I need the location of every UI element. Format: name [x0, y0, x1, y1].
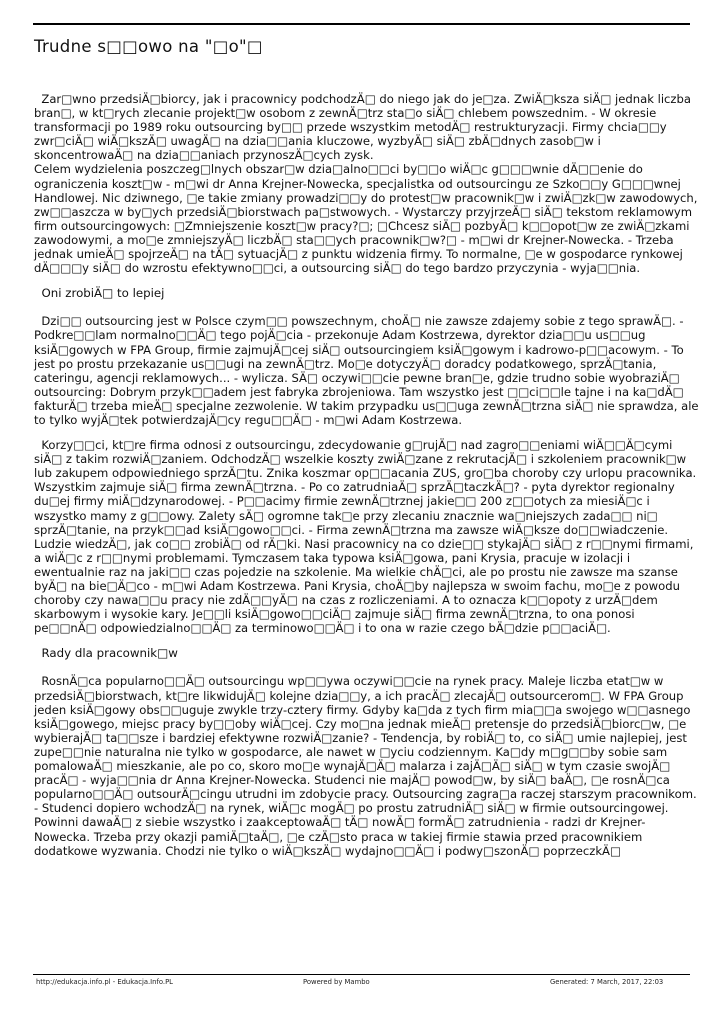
paragraph: Dzi□□ outsourcing jest w Polsce czym□□ powszechnym, choÄ□ nie zawsze zdajemy sobie z tego sprawÄ□. - Podkre□□lam normalno□□Ä□ tego pojÄ□cia - przekonuje Adam Kostrzewa, dyrektor dzia□□u us□□ug ksiÄ□gowych w FPA Group, firmie zajmujÄ□cej siÄ□ outsourcingiem ksiÄ□gowym i kadrowo-p□□acowym. - To jest po prostu przekazanie us□□ugi na zewnÄ□trz. Mo□e dotyczyÄ□ doradcy podatkowego, sprzÄ□tania, cateringu, agencji reklamowych... - wylicza. SÄ□ oczywi□□cie pewne bran□e, gdzie trudno sobie wyobraziÄ□ outsourcing: Dobrym przyk□□adem jest fabryka zbrojeniowa. Tam wszystko jest □□ci□□le tajne i na ka□dÄ□ fakturÄ□ trzeba mieÄ□ specjalne zezwolenie. W takim przypadku us□□uga zewnÄ□trzna siÄ□ nie sprawdza, ale to tylko wyjÄ□tek potwierdzajÄ□cy regu□□Ä□ - m□wi Adam Kostrzewa. — [34, 314, 703, 427]
footer-site-link[interactable]: http://edukacja.info.pl - Edukacja.Info.PL — [36, 978, 173, 986]
article-body — [34, 92, 703, 869]
top-rule — [33, 23, 690, 25]
section-heading: Rady dla pracownik□w — [34, 646, 178, 661]
footer-powered-by: Powered by Mambo — [303, 978, 370, 986]
paragraph: RosnÄ□ca popularno□□Ä□ outsourcingu wp□□ywa oczywi□□cie na rynek pracy. Maleje liczba etat□w w przedsiÄ□biorstwach, kt□re likwidujÄ□ kolejne dzia□□y, a ich pracÄ□ zlecajÄ□ outsourcerom□. W FPA Group jeden ksiÄ□gowy obs□□uguje zwykle trzy-cztery firmy. Gdyby ka□da z tych firm mia□□a swojego w□□asnego ksiÄ□gowego, miejsc pracy by□□oby wiÄ□cej. Czy mo□na jednak mieÄ□ pretensje do przedsiÄ□biorc□w, □e wybierajÄ□ ta□□sze i bardziej efektywne rozwiÄ□zanie? - Tendencja, by robiÄ□ to, co siÄ□ umie najlepiej, jest zupe□□nie naturalna nie tylko w gospodarce, ale nawet w □yciu codziennym. Ka□dy m□g□□by sobie sam pomalowaÄ□ mieszkanie, ale po co, skoro mo□e wynajÄ□Ä□ malarza i zajÄ□Ä□ siÄ□ w tym czasie swojÄ□ pracÄ□ - wyja□□nia dr Anna Krejner-Nowecka. Studenci nie majÄ□ powod□w, by siÄ□ baÄ□, □e rosnÄ□ca popularno□□Ä□ outsourÄ□cingu utrudni im zdobycie pracy. Outsourcing zagra□a raczej starszym pracownikom. - Studenci dopiero wchodzÄ□ na rynek, wiÄ□c mogÄ□ po prostu zatrudniÄ□ siÄ□ w firmie outsourcingowej. Powinni dawaÄ□ z siebie wszystko i zaakceptowaÄ□ tÄ□ nowÄ□ formÄ□ zatrudnienia - radzi dr Krejner-Nowecka. Trzeba przy okazji pamiÄ□taÄ□, □e czÄ□sto praca w takiej firmie stawia przed pracownikiem dodatkowe wyzwania. Chodzi nie tylko o wiÄ□kszÄ□ wydajno□□Ä□ i podwy□szonÄ□ poprzeczkÄ□ — [34, 674, 701, 858]
footer-rule — [33, 974, 690, 975]
footer-generated-date: Generated: 7 March, 2017, 22:03 — [550, 978, 664, 986]
section-heading: Oni zrobiÄ□ to lepiej — [34, 286, 165, 301]
paragraph: Zar□wno przedsiÄ□biorcy, jak i pracownicy podchodzÄ□ do niego jak do je□za. ZwiÄ□ksza siÄ□ jednak liczba bran□, w kt□rych zlecanie projekt□w osobom z zewnÄ□trz sta□o siÄ□ chlebem powszednim. - W okresie transformacji po 1989 roku outsourcing by□□ przede wszystkim metodÄ□ restrukturyzacji. Firmy chcia□□y zwr□ciÄ□ wiÄ□kszÄ□ uwagÄ□ na dzia□□ania kluczowe, wyzbyÄ□ siÄ□ zbÄ□dnych zasob□w i skoncentrowaÄ□ na dzia□□aniach przynoszÄ□cych zysk. Celem wydzielenia poszczeg□lnych obszar□w dzia□alno□□ci by□□o wiÄ□c g□□□wnie dÄ□□enie do ograniczenia koszt□w - m□wi dr Anna Krejner-Nowecka, specjalistka od outsourcingu ze Szko□□y G□□□wnej Handlowej. Nic dziwnego, □e takie zmiany prowadzi□□y do protest□w pracownik□w i zwiÄ□zk□w zawodowych, zw□□aszcza w by□ych przedsiÄ□biorstwach pa□stwowych. - Wystarczy przyjrzeÄ□ siÄ□ tekstom reklamowym firm outsourcingowych: □Zmniejszenie koszt□w pracy?□; □Chcesz siÄ□ pozbyÄ□ k□□opot□w ze zwiÄ□zkami zawodowymi, a mo□e zmniejszyÄ□ liczbÄ□ sta□□ych pracownik□w?□ - m□wi dr Krejner-Nowecka. - Trzeba jednak umieÄ□ spojrzeÄ□ na tÄ□ sytuacjÄ□ z punktu widzenia firmy. To normalne, □e w gospodarce rynkowej dÄ□□□y siÄ□ do wzrostu efektywno□□ci, a outsourcing siÄ□ do tego bardzo przyczynia - wyja□□nia. — [34, 92, 698, 276]
article-title: Trudne s□□owo na "□o"□ — [34, 37, 263, 56]
paragraph: Korzy□□ci, kt□re firma odnosi z outsourcingu, zdecydowanie g□rujÄ□ nad zagro□□eniami wiÄ□□Ä□cymi siÄ□ z takim rozwiÄ□zaniem. OdchodzÄ□ wszelkie koszty zwiÄ□zane z rekrutacjÄ□ i szkoleniem pracownik□w lub zakupem odpowiedniego sprzÄ□tu. Znika koszmar op□□acania ZUS, gro□ba choroby czy urlopu pracownika. Wszystkim zajmuje siÄ□ firma zewnÄ□trzna. - Po co zatrudniaÄ□ sprzÄ□taczkÄ□? - pyta dyrektor regionalny du□ej firmy miÄ□dzynarodowej. - P□□acimy firmie zewnÄ□trznej jakie□□ 200 z□□otych za miesiÄ□c i wszystko mamy z g□□owy. Zalety sÄ□ ogromne tak□e przy zlecaniu znacznie wa□niejszych zada□□ ni□ sprzÄ□tanie, na przyk□□ad ksiÄ□gowo□□ci. - Firma zewnÄ□trzna ma zawsze wiÄ□ksze do□□wiadczenie. Ludzie wiedzÄ□, jak co□□ zrobiÄ□ od rÄ□ki. Nasi pracownicy na co dzie□□ stykajÄ□ siÄ□ z r□□nymi firmami, a wiÄ□c z r□□nymi problemami. Tymczasem taka typowa ksiÄ□gowa, pani Krysia, pracuje w izolacji i ewentualnie raz na jaki□□ czas pojedzie na szkolenie. Ma wielkie chÄ□ci, ale po prostu nie zawsze ma szanse byÄ□ na bie□Ä□co - m□wi Adam Kostrzewa. Pani Krysia, choÄ□by najlepsza w swoim fachu, mo□e z powodu choroby czy nawa□□u pracy nie zdÄ□□yÄ□ na czas z rozliczeniami. A to oznacza k□□opoty z urzÄ□dem skarbowym i wysokie kary. Je□□li ksiÄ□gowo□□ciÄ□ zajmuje siÄ□ firma zewnÄ□trzna, to ona ponosi pe□□nÄ□ odpowiedzialno□□Ä□ za terminowo□□Ä□ i to ona w razie czego bÄ□dzie p□□aciÄ□. — [34, 438, 700, 636]
